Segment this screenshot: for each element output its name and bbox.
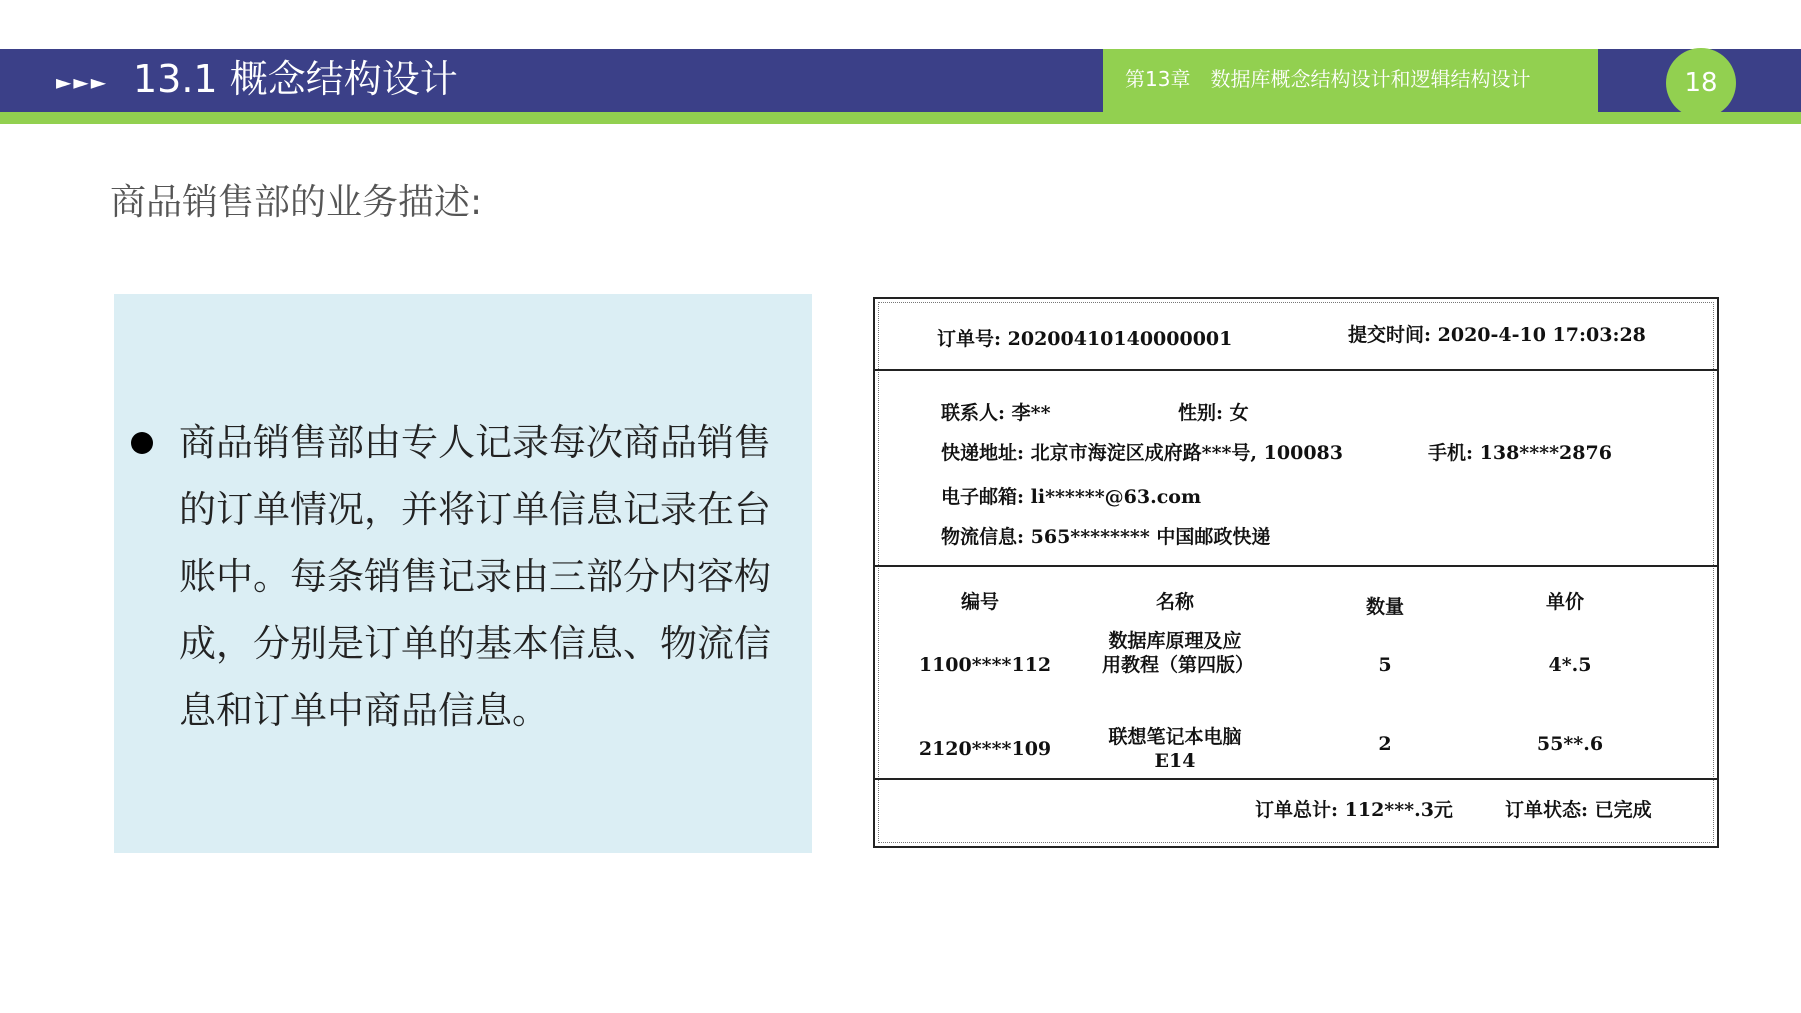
order-status: 订单状态: 已完成 <box>1505 799 1652 821</box>
column-header-price: 单价 <box>1545 591 1584 613</box>
item-id: 1100****112 <box>918 654 1052 676</box>
chapter-label: 第13章 数据库概念结构设计和逻辑结构设计 <box>1125 67 1531 91</box>
contact-person: 联系人: 李** <box>941 402 1051 424</box>
delivery-address: 快递地址: 北京市海淀区成府路***号, 100083 <box>941 442 1343 464</box>
email-address: 电子邮箱: li******@63.com <box>941 486 1202 508</box>
order-form <box>873 297 1719 848</box>
column-header-qty: 数量 <box>1365 596 1404 618</box>
gender: 性别: 女 <box>1178 402 1249 424</box>
item-price: 4*.5 <box>1548 654 1592 676</box>
arrow-bullets-icon: ►►► <box>56 70 109 94</box>
phone-number: 手机: 138****2876 <box>1428 442 1612 464</box>
logistics-info: 物流信息: 565******** 中国邮政快递 <box>941 526 1271 548</box>
divider <box>875 565 1717 567</box>
order-number: 订单号: 20200410140000001 <box>937 328 1233 350</box>
item-qty: 2 <box>1378 733 1392 755</box>
bullet-icon <box>131 432 153 454</box>
section-heading: 商品销售部的业务描述: <box>110 182 483 223</box>
dotted-frame <box>878 302 1714 843</box>
item-price: 55**.6 <box>1536 733 1604 755</box>
submit-time: 提交时间: 2020-4-10 17:03:28 <box>1348 324 1646 346</box>
slide-title: 13.1 概念结构设计 <box>133 57 458 101</box>
divider <box>875 778 1717 780</box>
column-header-id: 编号 <box>960 591 999 613</box>
item-qty: 5 <box>1378 654 1392 676</box>
divider <box>875 369 1717 371</box>
page-number: 18 <box>1666 48 1736 118</box>
item-name: 联想笔记本电脑E14 <box>1108 726 1242 772</box>
chapter-label-box <box>1103 49 1598 124</box>
order-total: 订单总计: 112***.3元 <box>1255 799 1453 821</box>
item-id: 2120****109 <box>918 738 1052 760</box>
column-header-name: 名称 <box>1155 591 1194 613</box>
item-name: 数据库原理及应用教程（第四版） <box>1102 630 1255 676</box>
description-text: 商品销售部由专人记录每次商品销售的订单情况，并将订单信息记录在台账中。每条销售记录由三部分内容构成，分别是订单的基本信息、物流信息和订单中商品信息。 <box>179 421 771 732</box>
